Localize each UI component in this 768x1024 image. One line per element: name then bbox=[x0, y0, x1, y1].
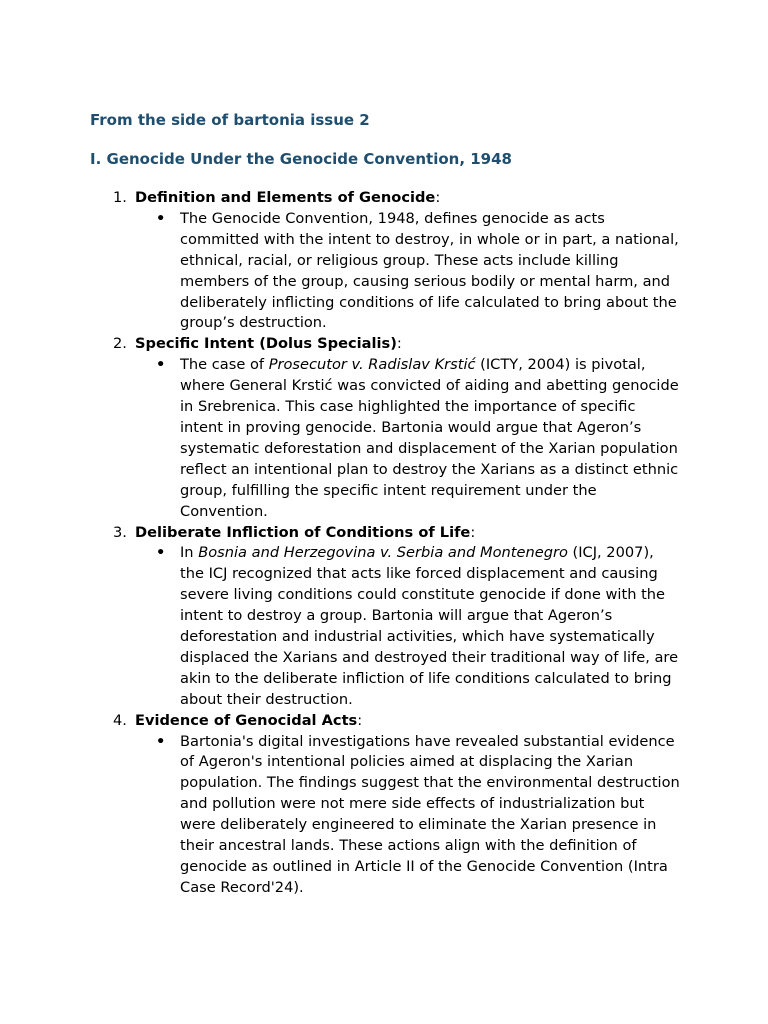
item-heading-colon: : bbox=[357, 711, 363, 729]
item-heading-line bbox=[135, 523, 690, 544]
bullet-icon: • bbox=[156, 356, 166, 374]
bullet-text-main: Bartonia's digital investigations have revealed substantial evidence of Ageron's intentional policies aimed at displacing the Xarian population. The findings suggest that the environmental destruction and pollution were not mere side effects of industrialization but were deliberately engineered to eliminate the Xarian presence in their ancestral lands. These actions align with the definition of genocide as outlined in Article II of the Genocide Convention (Intra Case Record'24). bbox=[180, 732, 680, 896]
list-item bbox=[90, 334, 690, 522]
bullet-text bbox=[180, 209, 680, 334]
item-heading-colon: : bbox=[396, 335, 402, 353]
list-item bbox=[90, 711, 690, 899]
section-heading: I. Genocide Under the Genocide Convention, 1948 bbox=[90, 150, 512, 168]
item-heading-line bbox=[135, 711, 690, 732]
bullet-text-main: The Genocide Convention, 1948, defines genocide as acts committed with the intent to destroy, in whole or in part, a national, ethnical, racial, or religious group. These acts include killing members of the group, causing serious bodily or mental harm, and deliberately inflicting conditions of life calculated to bring about the group’s destruction. bbox=[180, 209, 679, 332]
bullet-point bbox=[135, 732, 690, 899]
bullet-point bbox=[135, 355, 690, 522]
bullet-point bbox=[135, 209, 690, 334]
bullet-icon: • bbox=[156, 544, 166, 562]
case-name: Bosnia and Herzegovina v. Serbia and Montenegro bbox=[198, 544, 568, 562]
bullet-point bbox=[135, 543, 690, 710]
bullet-text bbox=[180, 732, 680, 899]
item-heading: Evidence of Genocidal Acts bbox=[135, 711, 358, 729]
bullet-icon: • bbox=[156, 209, 166, 227]
item-number: 4. bbox=[113, 711, 127, 729]
bullet-text-rest: (ICTY, 2004) is pivotal, where General Krstić was convicted of aiding and abetting genocide in Srebrenica. This case highlighted the importance of specific intent in proving genocide. Bartonia would argue that Ageron’s systematic deforestation and displacement of the Xarian population reflect an intentional plan to destroy the Xarians as a distinct ethnic group, fulfilling the specific intent requirement under the Convention. bbox=[180, 356, 679, 520]
case-name: Prosecutor v. Radislav Krstić bbox=[268, 356, 476, 374]
item-heading: Deliberate Infliction of Conditions of Life bbox=[135, 523, 471, 541]
bullet-icon: • bbox=[156, 732, 166, 750]
item-number: 3. bbox=[113, 523, 127, 541]
item-heading-line bbox=[135, 334, 690, 355]
item-heading: Definition and Elements of Genocide bbox=[135, 189, 436, 206]
item-number: 1. bbox=[113, 189, 127, 206]
bullet-text bbox=[180, 355, 680, 522]
item-heading-line bbox=[135, 188, 690, 209]
numbered-list bbox=[90, 188, 690, 899]
item-heading-colon: : bbox=[435, 189, 441, 206]
item-heading-colon: : bbox=[470, 523, 476, 541]
bullet-text bbox=[180, 543, 680, 710]
document-title: From the side of bartonia issue 2 bbox=[90, 111, 370, 129]
list-item bbox=[90, 523, 690, 711]
item-heading: Specific Intent (Dolus Specialis) bbox=[135, 335, 397, 353]
bullet-text-rest: (ICJ, 2007), the ICJ recognized that acts like forced displacement and causing severe living conditions could constitute genocide if done with the intent to destroy a group. Bartonia will argue that Ageron’s deforestation and industrial activities, which have systematically displaced the Xarians and destroyed their traditional way of life, are akin to the deliberate infliction of life conditions calculated to bring about their destruction. bbox=[180, 544, 679, 708]
bullet-text-main: The case of bbox=[180, 356, 269, 374]
list-item bbox=[90, 188, 690, 334]
bullet-text-main: In bbox=[180, 544, 199, 562]
item-number: 2. bbox=[113, 335, 127, 353]
